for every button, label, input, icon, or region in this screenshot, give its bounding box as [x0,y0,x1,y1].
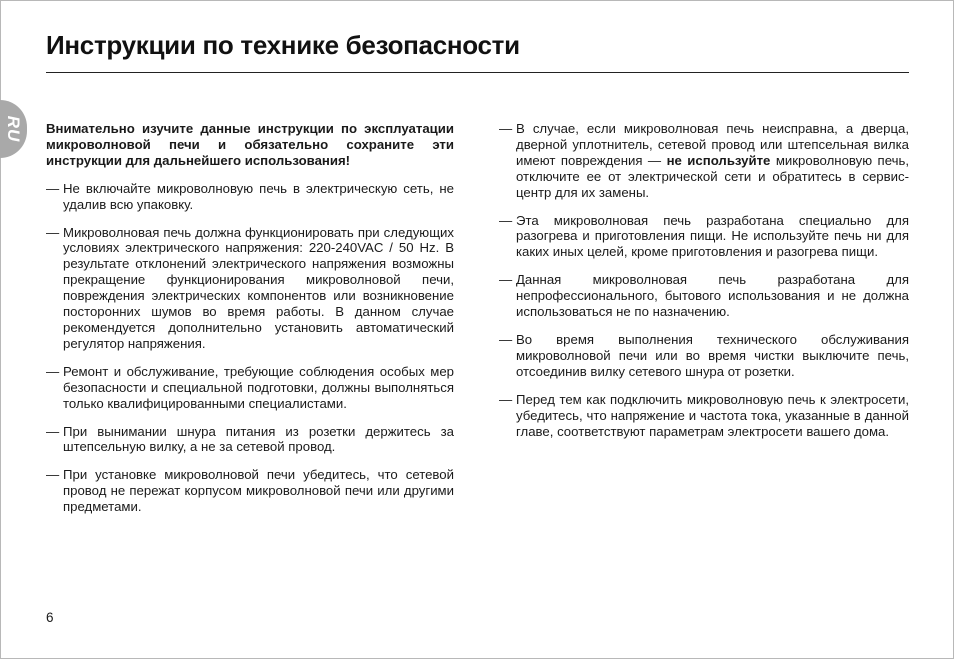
list-item-text: Данная микроволновая печь разработана для непрофессионального, бытового использования и не должна использоваться не по назначению. [516,272,909,320]
list-item-text: Ремонт и обслуживание, требующие соблюдения особых мер безопасности и специальной подготовки, должны выполняться только квалифицированными специалистами. [63,363,454,411]
intro-paragraph: Внимательно изучите данные инструкции по эксплуатации микроволновой печи и обязательно сохраните эти инструкции для дальнейшего использования! [46,121,454,168]
language-tab [0,100,27,158]
dash-bullet: — [46,224,60,240]
language-tab-label: RU [4,115,23,143]
dash-bullet: — [46,363,60,379]
dash-bullet: — [46,467,60,483]
list-item [46,225,454,352]
dash-bullet: — [499,272,513,288]
list-item [499,272,909,320]
right-column [499,121,909,451]
list-item [46,467,454,515]
dash-bullet: — [499,331,513,347]
list-item [46,424,454,456]
dash-bullet: — [499,212,513,228]
dash-bullet: — [46,423,60,439]
list-item [46,364,454,412]
dash-bullet: — [499,121,513,136]
warning-emphasis: не используйте [666,152,771,168]
list-item-text: Эта микроволновая печь разработана специально для разогрева и приготовления пищи. Не используйте печь ни для каких иных целей, кроме приготовления и разогрева пищи. [516,212,909,260]
page-title: Инструкции по технике безопасности [46,30,520,60]
list-item-text-start: В случае, если микроволновая печь неисправна, а дверца, дверной уплотнитель, сетевой провод или штепсельная вилка имеют повреждения — [516,121,909,168]
left-column [46,121,454,527]
title-rule [46,72,909,73]
dash-bullet: — [499,391,513,407]
dash-bullet: — [46,180,60,196]
list-item-text: При установке микроволновой печи убедитесь, что сетевой провод не пережат корпусом микроволновой печи или другими предметами. [63,467,454,515]
list-item-text [516,121,909,201]
list-item-text: Микроволновая печь должна функционировать при следующих условиях электрического напряжения: 220-240VAC / 50 Hz. В результате отклонений электрического напряжения возможны прекращение функционирования микроволновой печи, повреждения электрических компонентов или возникновение посторонних шумов во время работы. В данном случае рекомендуется дополнительно установить автоматический регулятор напряжения. [63,224,454,351]
list-item [499,213,909,261]
list-item [46,181,454,213]
list-item-text: Во время выполнения технического обслуживания микроволновой печи или во время чистки выключите печь, отсоединив вилку сетевого шнура от розетки. [516,331,909,379]
list-item [499,392,909,440]
list-item-text: При вынимании шнура питания из розетки держитесь за штепсельную вилку, а не за сетевой провод. [63,423,454,455]
list-item-text: Не включайте микроволновую печь в электрическую сеть, не удалив всю упаковку. [63,180,454,212]
list-item-text: Перед тем как подключить микроволновую печь к электросети, убедитесь, что напряжение и частота тока, указанные в данной главе, соответствуют параметрам электросети вашего дома. [516,391,909,439]
list-item-text-end: микроволновую печь, отключите ее от электрической сети и обратитесь в сервис-центр для их замены. [516,152,909,200]
list-item [499,332,909,380]
page-number: 6 [46,610,54,625]
list-item [499,121,909,201]
